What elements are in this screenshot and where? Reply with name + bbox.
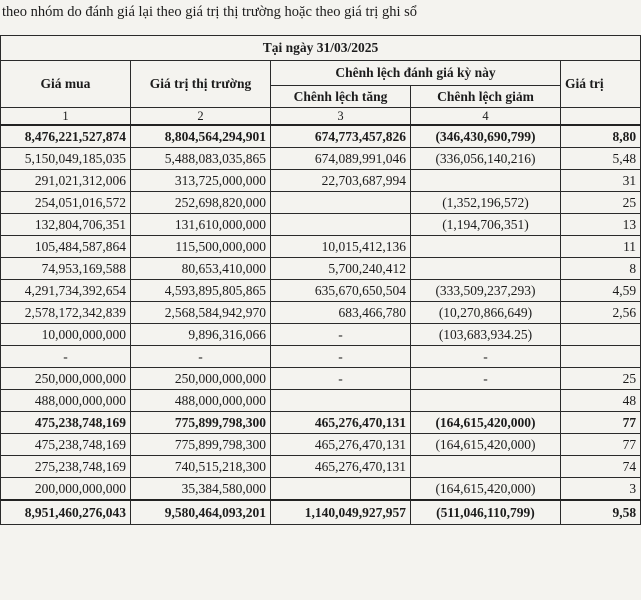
table-cell: 25 bbox=[561, 192, 641, 214]
table-cell: 291,021,312,006 bbox=[1, 170, 131, 192]
table-row bbox=[1, 236, 641, 258]
table-row bbox=[1, 456, 641, 478]
table-cell: (333,509,237,293) bbox=[411, 280, 561, 302]
table-cell: 5,150,049,185,035 bbox=[1, 148, 131, 170]
table-row bbox=[1, 324, 641, 346]
column-index: 1 bbox=[1, 108, 131, 126]
table-cell: 465,276,470,131 bbox=[271, 434, 411, 456]
table-cell: - bbox=[131, 346, 271, 368]
table-cell bbox=[271, 478, 411, 501]
table-cell: 74 bbox=[561, 456, 641, 478]
table-row bbox=[1, 148, 641, 170]
table-cell: 11 bbox=[561, 236, 641, 258]
column-index: 4 bbox=[411, 108, 561, 126]
table-cell: 4,593,895,805,865 bbox=[131, 280, 271, 302]
increase-header: Chênh lệch tăng bbox=[271, 86, 411, 108]
table-cell bbox=[411, 236, 561, 258]
table-cell: (1,352,196,572) bbox=[411, 192, 561, 214]
table-cell: 252,698,820,000 bbox=[131, 192, 271, 214]
table-cell: - bbox=[271, 324, 411, 346]
table-caption: theo nhóm do đánh giá lại theo giá trị thị trường hoặc theo giá trị ghi sổ bbox=[2, 4, 417, 20]
table-cell: 2,568,584,942,970 bbox=[131, 302, 271, 324]
table-cell: 4,291,734,392,654 bbox=[1, 280, 131, 302]
table-cell: 77 bbox=[561, 412, 641, 434]
table-cell: 313,725,000,000 bbox=[131, 170, 271, 192]
table-cell: (511,046,110,799) bbox=[411, 500, 561, 525]
table-cell bbox=[561, 324, 641, 346]
purchase-price-header: Giá mua bbox=[1, 61, 131, 108]
table-cell: - bbox=[271, 346, 411, 368]
table-cell: 22,703,687,994 bbox=[271, 170, 411, 192]
table-row bbox=[1, 302, 641, 324]
table-cell: 4,59 bbox=[561, 280, 641, 302]
table-cell bbox=[411, 456, 561, 478]
table-cell: 5,488,083,035,865 bbox=[131, 148, 271, 170]
table-cell: 8,804,564,294,901 bbox=[131, 125, 271, 148]
table-row bbox=[1, 125, 641, 148]
date-header: Tại ngày 31/03/2025 bbox=[1, 36, 641, 61]
table-row bbox=[1, 478, 641, 501]
table-cell: 5,48 bbox=[561, 148, 641, 170]
table-cell: 131,610,000,000 bbox=[131, 214, 271, 236]
table-cell: 254,051,016,572 bbox=[1, 192, 131, 214]
table-cell: 740,515,218,300 bbox=[131, 456, 271, 478]
table-cell: 8 bbox=[561, 258, 641, 280]
table-cell: 683,466,780 bbox=[271, 302, 411, 324]
table-cell: 775,899,798,300 bbox=[131, 412, 271, 434]
table-cell: 775,899,798,300 bbox=[131, 434, 271, 456]
column-index bbox=[561, 108, 641, 126]
table-row bbox=[1, 434, 641, 456]
table-cell: 1,140,049,927,957 bbox=[271, 500, 411, 525]
column-index: 3 bbox=[271, 108, 411, 126]
table-cell: - bbox=[271, 368, 411, 390]
market-value-header: Giá trị thị trường bbox=[131, 61, 271, 108]
table-cell: 10,000,000,000 bbox=[1, 324, 131, 346]
table-cell: 9,896,316,066 bbox=[131, 324, 271, 346]
table-cell bbox=[411, 390, 561, 412]
table-cell bbox=[271, 214, 411, 236]
table-cell: 465,276,470,131 bbox=[271, 456, 411, 478]
table-row bbox=[1, 214, 641, 236]
table-cell: (10,270,866,649) bbox=[411, 302, 561, 324]
table-cell: (164,615,420,000) bbox=[411, 478, 561, 501]
table-cell: 25 bbox=[561, 368, 641, 390]
revaluation-diff-header: Chênh lệch đánh giá kỳ này bbox=[271, 61, 561, 86]
table-cell: (1,194,706,351) bbox=[411, 214, 561, 236]
value-header: Giá trị bbox=[561, 61, 641, 108]
table-cell: 250,000,000,000 bbox=[1, 368, 131, 390]
table-cell: (346,430,690,799) bbox=[411, 125, 561, 148]
table-cell: 77 bbox=[561, 434, 641, 456]
table-cell: 674,089,991,046 bbox=[271, 148, 411, 170]
table-cell: 488,000,000,000 bbox=[131, 390, 271, 412]
table-cell bbox=[411, 258, 561, 280]
table-cell: 9,58 bbox=[561, 500, 641, 525]
table-cell: - bbox=[1, 346, 131, 368]
table-cell: 475,238,748,169 bbox=[1, 412, 131, 434]
table-cell: 9,580,464,093,201 bbox=[131, 500, 271, 525]
table-row bbox=[1, 280, 641, 302]
table-cell: (164,615,420,000) bbox=[411, 412, 561, 434]
table-cell: 80,653,410,000 bbox=[131, 258, 271, 280]
table-cell: 674,773,457,826 bbox=[271, 125, 411, 148]
table-row bbox=[1, 390, 641, 412]
table-cell: - bbox=[411, 368, 561, 390]
table-cell bbox=[271, 390, 411, 412]
table-row bbox=[1, 258, 641, 280]
column-index: 2 bbox=[131, 108, 271, 126]
table-row bbox=[1, 170, 641, 192]
table-cell: 275,238,748,169 bbox=[1, 456, 131, 478]
table-cell: 74,953,169,588 bbox=[1, 258, 131, 280]
table-cell: 31 bbox=[561, 170, 641, 192]
decrease-header: Chênh lệch giảm bbox=[411, 86, 561, 108]
table-cell: - bbox=[411, 346, 561, 368]
table-body bbox=[1, 125, 641, 525]
table-row bbox=[1, 412, 641, 434]
table-cell: (164,615,420,000) bbox=[411, 434, 561, 456]
table-row bbox=[1, 368, 641, 390]
table-cell: (336,056,140,216) bbox=[411, 148, 561, 170]
table-cell: 13 bbox=[561, 214, 641, 236]
table-cell: 200,000,000,000 bbox=[1, 478, 131, 501]
table-cell: 5,700,240,412 bbox=[271, 258, 411, 280]
table-cell: 8,80 bbox=[561, 125, 641, 148]
table-cell: 48 bbox=[561, 390, 641, 412]
table-cell: 488,000,000,000 bbox=[1, 390, 131, 412]
table-cell: 115,500,000,000 bbox=[131, 236, 271, 258]
table-cell: 105,484,587,864 bbox=[1, 236, 131, 258]
table-row bbox=[1, 500, 641, 525]
table-cell: 2,578,172,342,839 bbox=[1, 302, 131, 324]
table-row bbox=[1, 346, 641, 368]
table-cell: 35,384,580,000 bbox=[131, 478, 271, 501]
financial-table bbox=[0, 35, 641, 525]
table-cell bbox=[411, 170, 561, 192]
table-cell: 475,238,748,169 bbox=[1, 434, 131, 456]
table-cell: 8,476,221,527,874 bbox=[1, 125, 131, 148]
table-cell: 2,56 bbox=[561, 302, 641, 324]
table-cell: 8,951,460,276,043 bbox=[1, 500, 131, 525]
table-cell bbox=[271, 192, 411, 214]
table-cell: 10,015,412,136 bbox=[271, 236, 411, 258]
table-row bbox=[1, 192, 641, 214]
table-cell: 465,276,470,131 bbox=[271, 412, 411, 434]
table-cell: 635,670,650,504 bbox=[271, 280, 411, 302]
table-cell: 3 bbox=[561, 478, 641, 501]
table-cell: 250,000,000,000 bbox=[131, 368, 271, 390]
table-cell: (103,683,934.25) bbox=[411, 324, 561, 346]
table-cell bbox=[561, 346, 641, 368]
table-cell: 132,804,706,351 bbox=[1, 214, 131, 236]
